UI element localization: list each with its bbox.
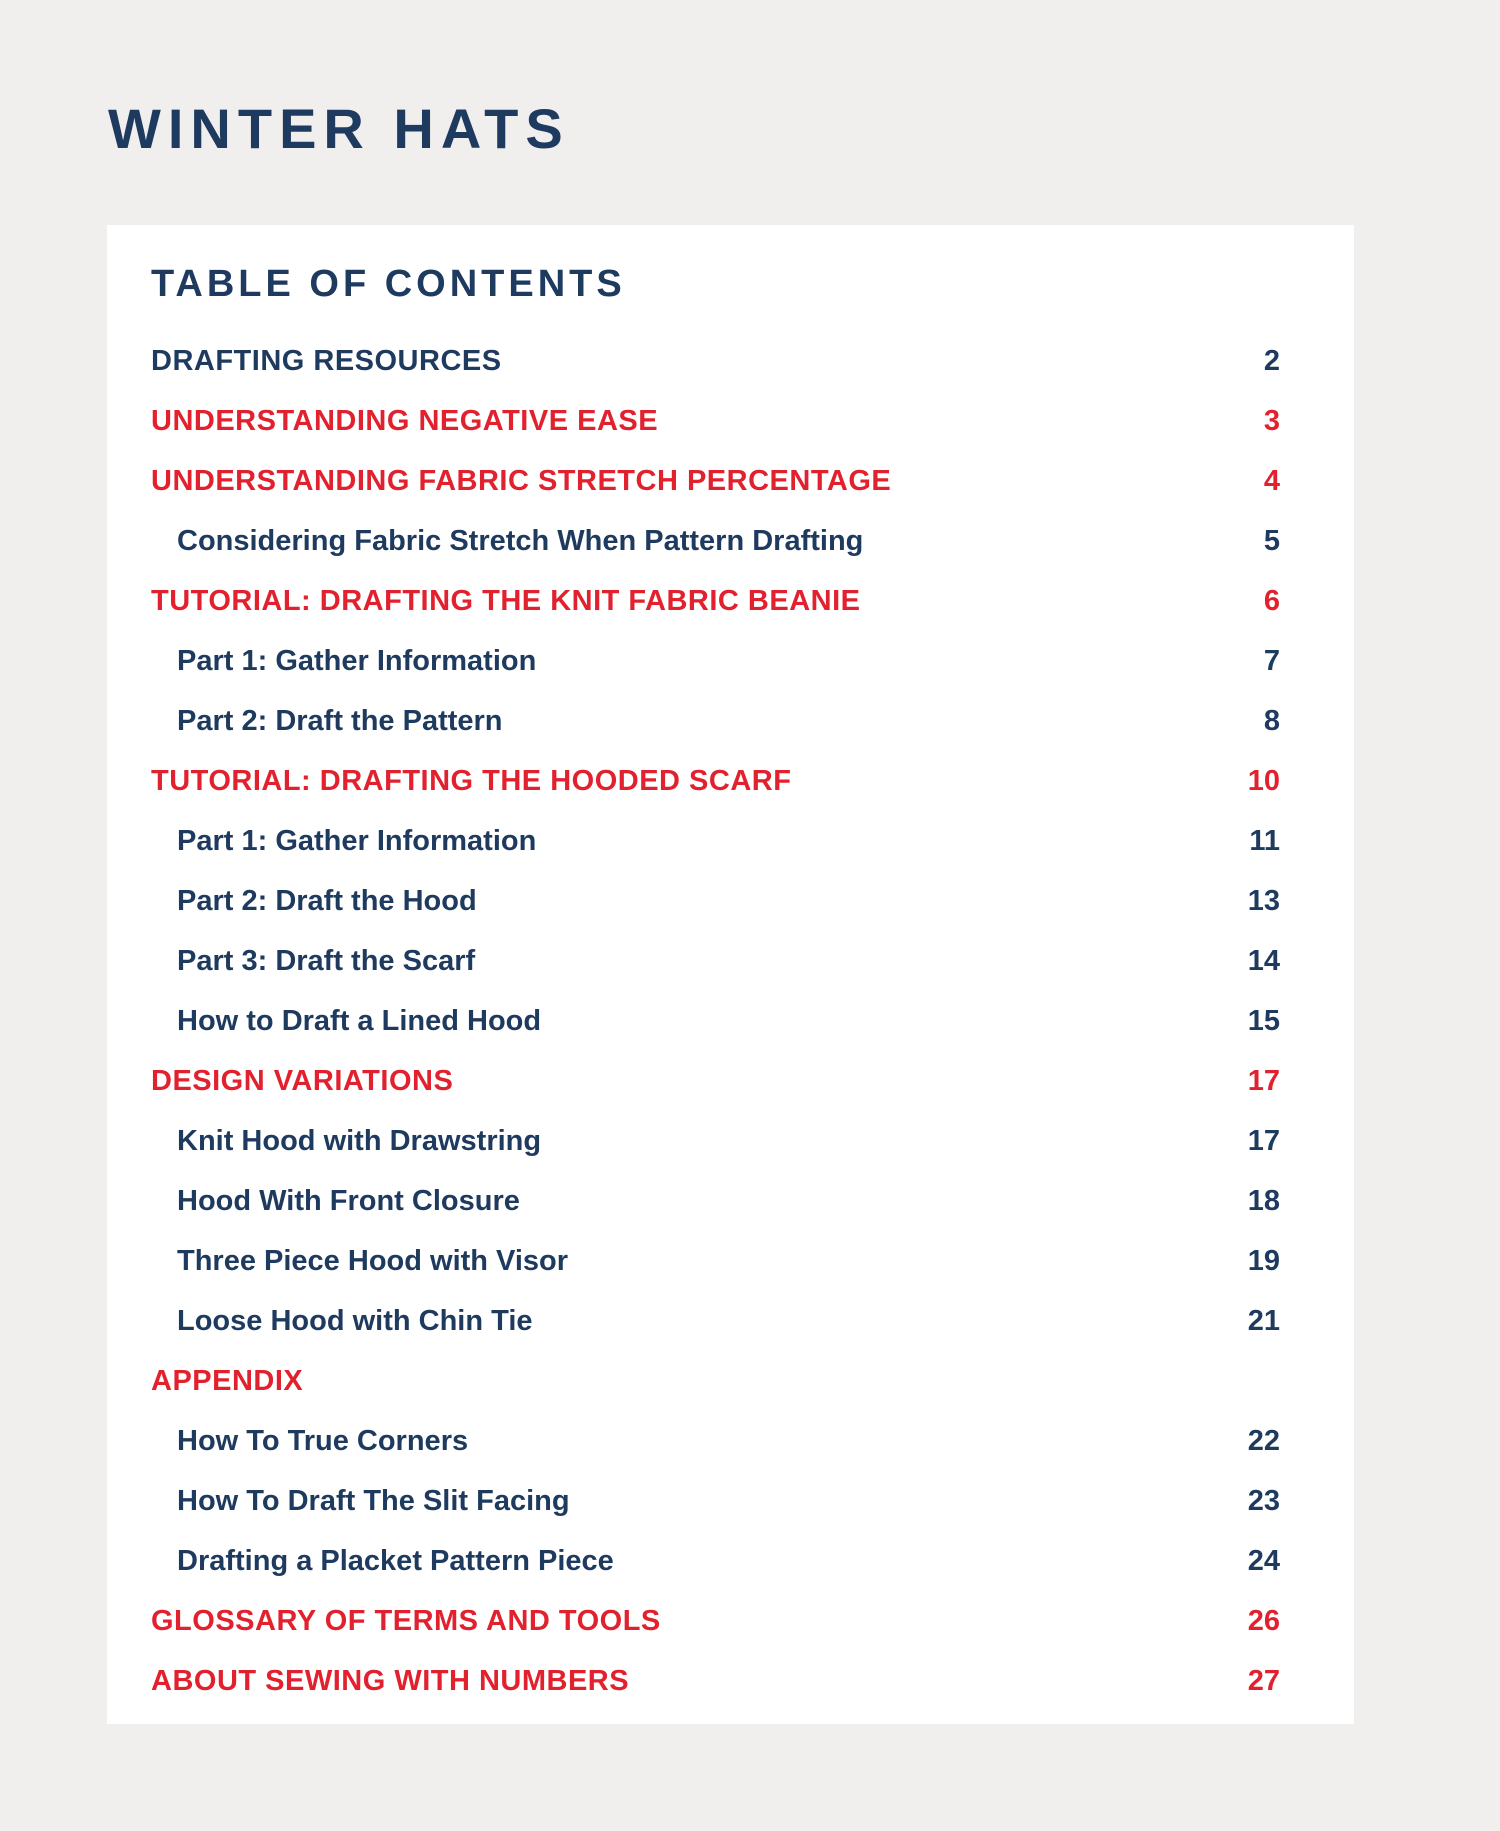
toc-entry[interactable] — [151, 1472, 1280, 1532]
toc-entry-label: How To Draft The Slit Facing — [177, 1485, 570, 1517]
toc-entry-label: ABOUT SEWING WITH NUMBERS — [151, 1665, 630, 1697]
toc-card — [107, 225, 1354, 1724]
toc-entry-label: GLOSSARY OF TERMS AND TOOLS — [151, 1605, 661, 1637]
toc-entry-page: 14 — [1247, 945, 1280, 977]
toc-entry[interactable] — [151, 1112, 1280, 1172]
toc-entry[interactable] — [151, 392, 1280, 452]
toc-entry-page: 3 — [1263, 405, 1280, 437]
toc-entry-label: Part 1: Gather Information — [177, 825, 537, 857]
toc-entry[interactable] — [151, 1532, 1280, 1592]
toc-entry-page: 2 — [1263, 345, 1280, 377]
toc-list — [151, 332, 1280, 1712]
toc-entry-label: TUTORIAL: DRAFTING THE KNIT FABRIC BEANIE — [151, 585, 861, 617]
toc-entry-page: 4 — [1263, 465, 1280, 497]
toc-entry-label: Three Piece Hood with Visor — [177, 1245, 569, 1277]
toc-entry-page: 21 — [1247, 1305, 1280, 1337]
toc-entry-label: Part 1: Gather Information — [177, 645, 537, 677]
toc-entry-label: DRAFTING RESOURCES — [151, 345, 502, 377]
toc-entry-label: APPENDIX — [151, 1365, 304, 1397]
toc-entry[interactable] — [151, 1652, 1280, 1712]
toc-entry[interactable] — [151, 1352, 1280, 1412]
toc-entry-label: UNDERSTANDING NEGATIVE EASE — [151, 405, 659, 437]
toc-entry-page: 10 — [1247, 765, 1280, 797]
toc-entry-page: 11 — [1249, 825, 1280, 857]
toc-entry[interactable] — [151, 1172, 1280, 1232]
toc-entry[interactable] — [151, 632, 1280, 692]
toc-entry[interactable] — [151, 692, 1280, 752]
toc-entry[interactable] — [151, 992, 1280, 1052]
toc-entry[interactable] — [151, 1412, 1280, 1472]
toc-entry[interactable] — [151, 1052, 1280, 1112]
toc-entry-label: Loose Hood with Chin Tie — [177, 1305, 533, 1337]
toc-entry[interactable] — [151, 572, 1280, 632]
toc-entry[interactable] — [151, 752, 1280, 812]
toc-entry-label: Knit Hood with Drawstring — [177, 1125, 542, 1157]
toc-entry-label: DESIGN VARIATIONS — [151, 1065, 454, 1097]
toc-entry-page: 22 — [1247, 1425, 1280, 1457]
toc-entry-page: 23 — [1247, 1485, 1280, 1517]
toc-entry-label: TUTORIAL: DRAFTING THE HOODED SCARF — [151, 765, 792, 797]
toc-entry-label: Hood With Front Closure — [177, 1185, 520, 1217]
toc-entry-label: Part 3: Draft the Scarf — [177, 945, 476, 977]
toc-entry-page: 24 — [1247, 1545, 1280, 1577]
toc-entry-label: Drafting a Placket Pattern Piece — [177, 1545, 614, 1577]
toc-entry-page: 6 — [1263, 585, 1280, 617]
toc-entry[interactable] — [151, 932, 1280, 992]
toc-entry[interactable] — [151, 512, 1280, 572]
toc-entry-page: 5 — [1263, 525, 1280, 557]
toc-entry[interactable] — [151, 332, 1280, 392]
toc-entry-page: 8 — [1263, 705, 1280, 737]
toc-entry-page: 13 — [1247, 885, 1280, 917]
toc-entry-page: 19 — [1247, 1245, 1280, 1277]
toc-entry[interactable] — [151, 872, 1280, 932]
toc-entry[interactable] — [151, 1592, 1280, 1652]
toc-entry[interactable] — [151, 1292, 1280, 1352]
toc-entry-page: 7 — [1263, 645, 1280, 677]
document-title: WINTER HATS — [108, 97, 570, 160]
toc-entry-label: Considering Fabric Stretch When Pattern Drafting — [177, 525, 864, 557]
toc-entry-label: UNDERSTANDING FABRIC STRETCH PERCENTAGE — [151, 465, 892, 497]
toc-entry-page: 27 — [1247, 1665, 1280, 1697]
toc-entry[interactable] — [151, 452, 1280, 512]
toc-entry-label: Part 2: Draft the Pattern — [177, 705, 503, 737]
toc-entry-page: 17 — [1247, 1125, 1280, 1157]
toc-entry-page: 26 — [1247, 1605, 1280, 1637]
toc-entry[interactable] — [151, 1232, 1280, 1292]
toc-entry-label: Part 2: Draft the Hood — [177, 885, 477, 917]
toc-entry-page: 15 — [1247, 1005, 1280, 1037]
toc-entry[interactable] — [151, 812, 1280, 872]
toc-entry-page: 17 — [1247, 1065, 1280, 1097]
toc-heading: TABLE OF CONTENTS — [151, 263, 626, 305]
toc-entry-label: How to Draft a Lined Hood — [177, 1005, 542, 1037]
toc-entry-label: How To True Corners — [177, 1425, 469, 1457]
toc-entry-page: 18 — [1247, 1185, 1280, 1217]
